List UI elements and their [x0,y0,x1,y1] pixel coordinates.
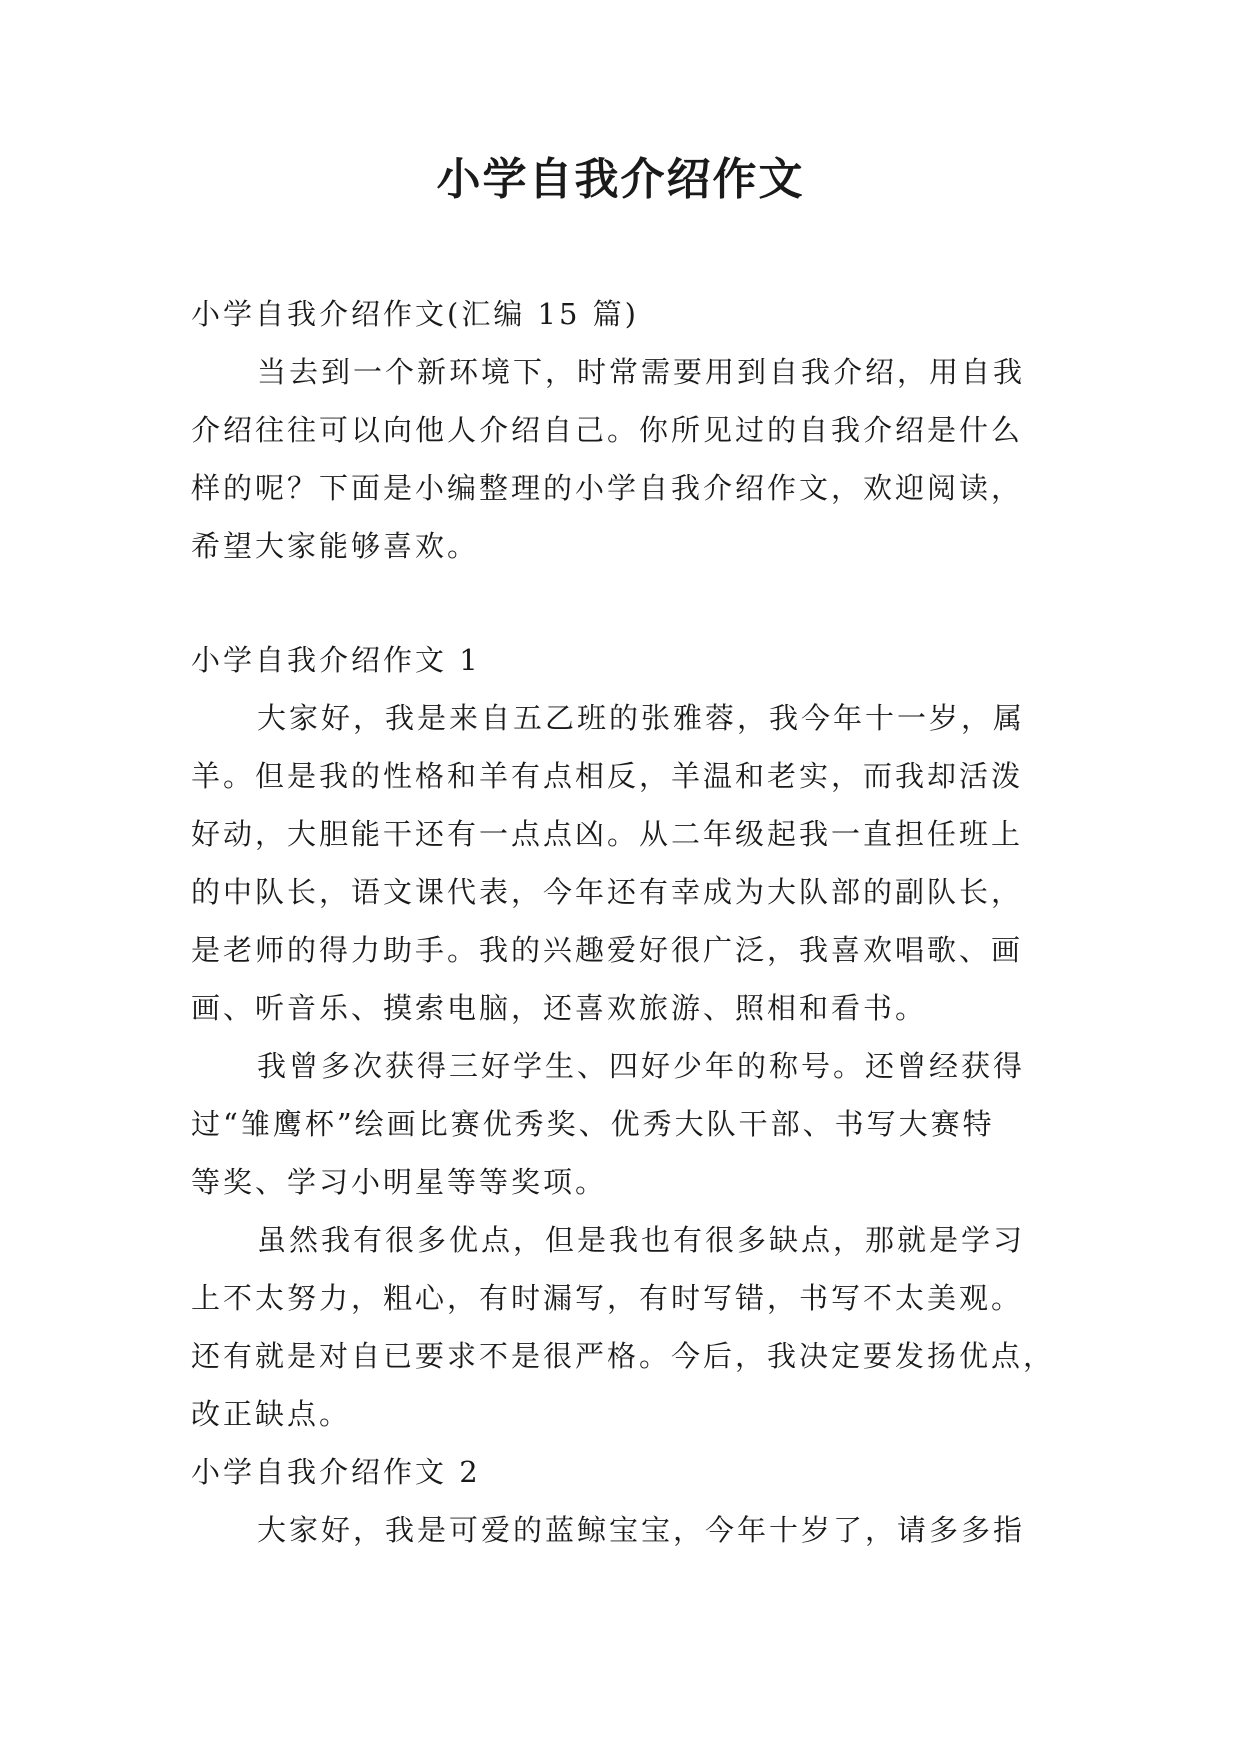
section1-paragraph-3 [191,1211,1066,1443]
document-title: 小学自我介绍作文 [436,154,805,205]
paragraph-line: 画、听音乐、摸索电脑，还喜欢旅游、照相和看书。 [191,991,928,1025]
paragraph-line: 样的呢？下面是小编整理的小学自我介绍作文，欢迎阅读， [191,471,1024,505]
paragraph-line: 好动，大胆能干还有一点点凶。从二年级起我一直担任班上 [191,817,1024,851]
paragraph-line: 还有就是对自已要求不是很严格。今后，我决定要发扬优点， [191,1339,1056,1373]
document-subtitle: 小学自我介绍作文(汇编 15 篇) [191,297,639,331]
paragraph-line: 当去到一个新环境下，时常需要用到自我介绍，用自我 [257,355,1026,389]
section-heading-1: 小学自我介绍作文 1 [191,643,481,677]
paragraph-line: 的中队长，语文课代表，今年还有幸成为大队部的副队长， [191,875,1024,909]
paragraph-line: 大家好，我是可爱的蓝鲸宝宝，今年十岁了，请多多指 [257,1513,1026,1547]
section1-paragraph-1 [191,689,1066,1037]
paragraph-line: 大家好，我是来自五乙班的张雅蓉，我今年十一岁，属 [257,701,1026,735]
section-heading-2: 小学自我介绍作文 2 [191,1455,481,1489]
paragraph-line: 虽然我有很多优点，但是我也有很多缺点，那就是学习 [257,1223,1026,1257]
paragraph-line: 介绍往往可以向他人介绍自己。你所见过的自我介绍是什么 [191,413,1024,447]
paragraph-line: 羊。但是我的性格和羊有点相反，羊温和老实，而我却活泼 [191,759,1024,793]
paragraph-line: 希望大家能够喜欢。 [191,529,480,563]
paragraph-line: 过“雏鹰杯”绘画比赛优秀奖、优秀大队干部、书写大赛特 [191,1107,995,1141]
paragraph-line: 我曾多次获得三好学生、四好少年的称号。还曾经获得 [257,1049,1026,1083]
paragraph-line: 上不太努力，粗心，有时漏写，有时写错，书写不太美观。 [191,1281,1024,1315]
intro-paragraph [191,343,1066,575]
section1-paragraph-2 [191,1037,1066,1211]
blank-gap [191,575,1066,631]
document-body [191,285,1066,1559]
paragraph-line: 是老师的得力助手。我的兴趣爱好很广泛，我喜欢唱歌、画 [191,933,1024,967]
section2-paragraph-1 [191,1501,1066,1559]
paragraph-line: 改正缺点。 [191,1397,352,1431]
paragraph-line: 等奖、学习小明星等等奖项。 [191,1165,608,1199]
